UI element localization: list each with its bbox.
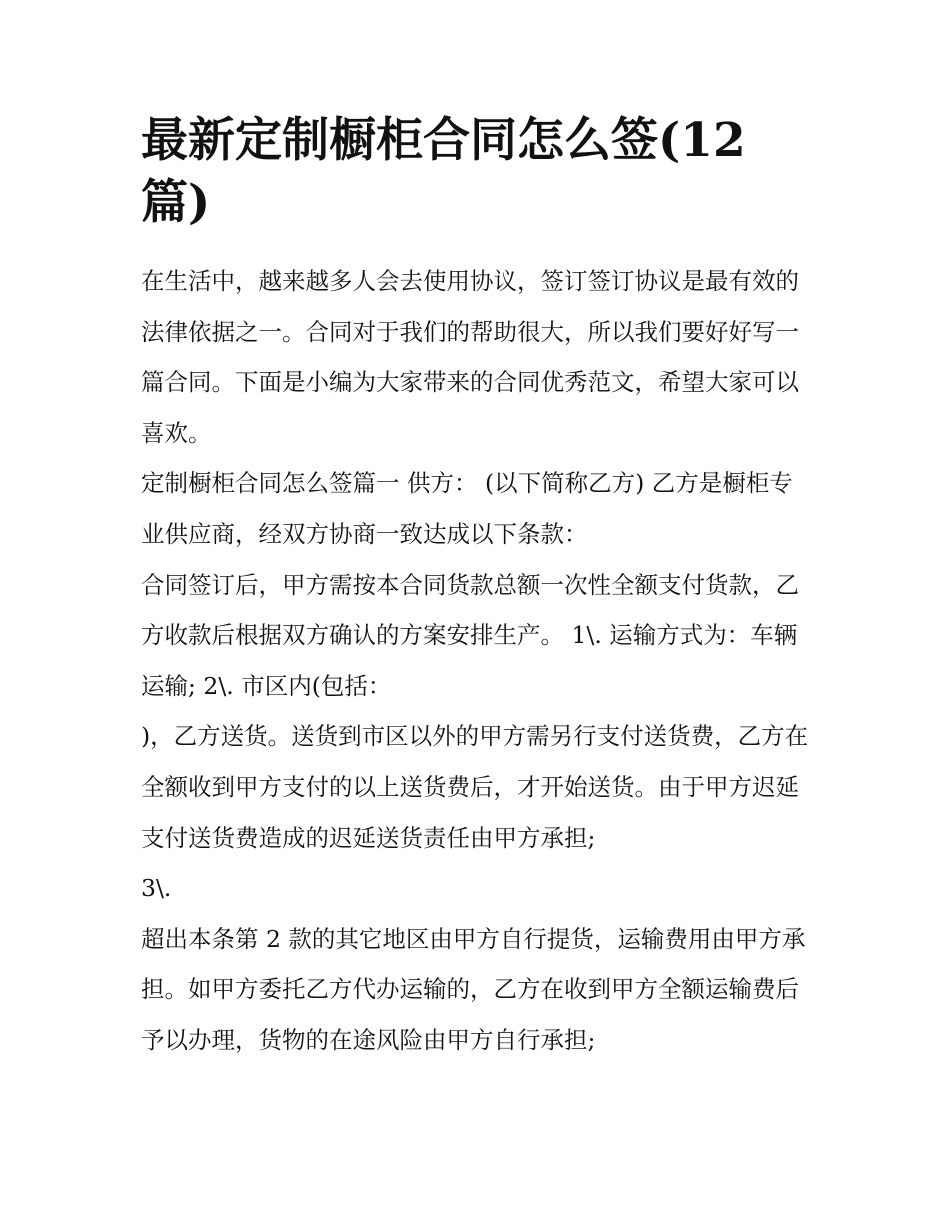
other-region-paragraph: 超出本条第 2 款的其它地区由甲方自行提货，运输费用由甲方承担。如甲方委托乙方代办运输的，乙方在收到甲方全额运输费后予以办理，货物的在途风险由甲方自行承担; — [141, 924, 806, 1054]
section-one-paragraph: 定制橱柜合同怎么签篇一 供方： (以下简称乙方) 乙方是橱柜专业供应商，经双方协商一致达成以下条款： — [141, 469, 793, 548]
payment-transport-paragraph: 合同签订后，甲方需按本合同货款总额一次性全额支付货款，乙方收款后根据双方确认的方案安排生产。 1\. 运输方式为：车辆运输; 2\. 市区内(包括： — [141, 570, 799, 700]
document-body — [141, 256, 811, 1066]
clause-number: 3\. — [141, 874, 172, 903]
document-content — [141, 110, 811, 1066]
intro-paragraph: 在生活中，越来越多人会去使用协议，签订签订协议是最有效的法律依据之一。合同对于我们的帮助很大，所以我们要好好写一篇合同。下面是小编为大家带来的合同优秀范文，希望大家可以喜欢。 — [141, 267, 799, 447]
delivery-paragraph: )，乙方送货。送货到市区以外的甲方需另行支付送货费，乙方在全额收到甲方支付的以上送货费后，才开始送货。由于甲方迟延支付送货费造成的迟延送货责任由甲方承担; — [141, 722, 809, 852]
document-title: 最新定制橱柜合同怎么签(12篇) — [141, 113, 746, 230]
